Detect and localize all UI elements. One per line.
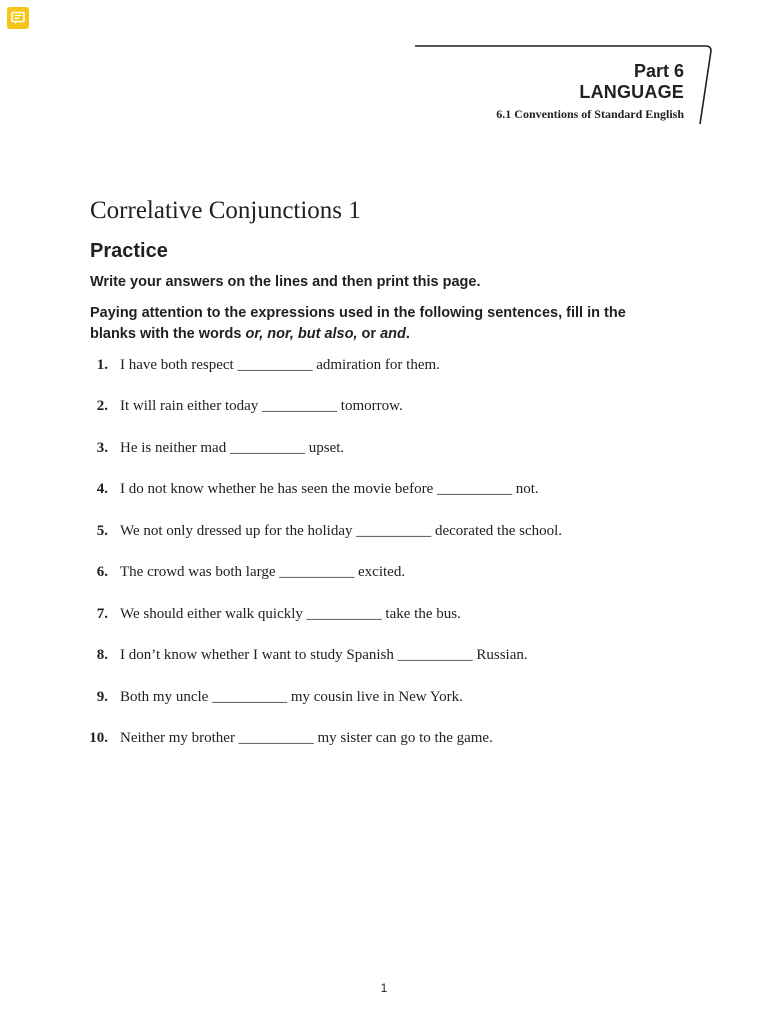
question-number: 4. — [96, 481, 108, 497]
question-item — [0, 436, 768, 460]
question-item — [0, 685, 768, 709]
question-number: 1. — [96, 357, 108, 373]
instruction-joiner: or — [357, 326, 381, 342]
question-text: Both my uncle __________ my cousin live in New York. — [120, 689, 463, 705]
question-number: 6. — [96, 564, 108, 580]
question-number: 2. — [96, 398, 108, 414]
page-number: 1 — [380, 981, 388, 995]
question-text: I do not know whether he has seen the movie before __________ not. — [120, 481, 539, 497]
question-number: 5. — [96, 523, 108, 539]
question-number: 8. — [96, 647, 108, 663]
question-item — [0, 560, 768, 584]
question-item — [0, 602, 768, 626]
question-item — [0, 519, 768, 543]
sticky-note-glyph — [11, 11, 25, 25]
practice-heading: Practice — [90, 240, 168, 262]
question-item — [0, 353, 768, 377]
question-item — [0, 643, 768, 667]
instruction-print: Write your answers on the lines and then print this page. — [90, 274, 481, 290]
page-title: Correlative Conjunctions 1 — [90, 197, 361, 224]
question-text: We should either walk quickly __________ take the bus. — [120, 606, 461, 622]
question-number: 9. — [96, 689, 108, 705]
instruction-fill-blanks — [90, 303, 660, 345]
question-item — [0, 726, 768, 750]
question-number: 10. — [89, 730, 108, 746]
question-item — [0, 394, 768, 418]
part-label: Part 6 — [633, 61, 684, 81]
question-text: I have both respect __________ admiration for them. — [120, 357, 440, 373]
question-number: 3. — [96, 440, 108, 456]
question-text: We not only dressed up for the holiday __________ decorated the school. — [120, 523, 563, 539]
question-number: 7. — [96, 606, 108, 622]
instruction-period: . — [405, 326, 410, 342]
instruction-word-and: and — [380, 326, 406, 342]
sticky-note-icon[interactable] — [7, 7, 29, 29]
subsection-label: 6.1 Conventions of Standard English — [496, 107, 684, 121]
question-text: The crowd was both large __________ excited. — [120, 564, 406, 580]
question-text: Neither my brother __________ my sister can go to the game. — [120, 730, 493, 746]
question-text: I don’t know whether I want to study Spanish __________ Russian. — [120, 647, 528, 663]
question-item — [0, 477, 768, 501]
instruction-word-list: or, nor, but also, — [245, 326, 358, 342]
question-text: He is neither mad __________ upset. — [120, 440, 345, 456]
section-label: LANGUAGE — [579, 82, 684, 102]
question-text: It will rain either today __________ tomorrow. — [120, 398, 403, 414]
instruction-text: Paying attention to the expressions used in the following sentences, fill in the blanks with the words — [90, 305, 626, 342]
